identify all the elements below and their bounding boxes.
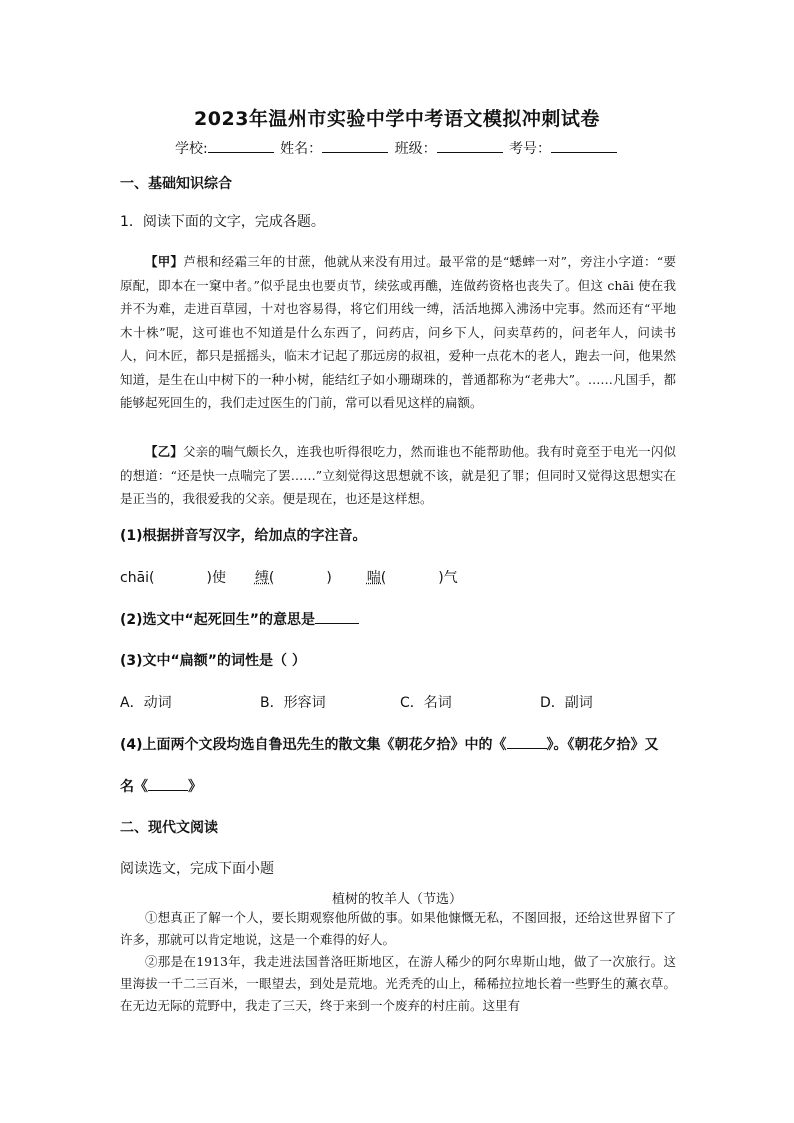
passage-b-text: 父亲的喘气颇长久，连我也听得很吃力，然而谁也不能帮助他。我有时竟至于电光一闪似的想道：“还是快一点喘完了罢……”立刻觉得这思想就不该，就是犯了罪；但同时又觉得这思想实在是正当的，我很爱我的父亲。便是现在，也还是这样想。: [120, 444, 676, 506]
sub-question-4-line1: [120, 734, 659, 754]
option-d[interactable]: D．副词: [540, 695, 593, 711]
section-1-heading: 一、基础知识综合: [120, 176, 232, 192]
number-label: 考号：: [509, 141, 552, 157]
sub-question-1: (1)根据拼音写汉字，给加点的字注音。: [120, 528, 367, 544]
sub-question-3: (3)文中“扁额”的词性是（ ）: [120, 653, 306, 669]
section-2-heading: 二、现代文阅读: [120, 820, 218, 836]
name-blank[interactable]: [322, 138, 388, 153]
class-label: 班级：: [394, 141, 437, 157]
article-paragraph-1: ①想真正了解一个人，要长期观察他所做的事。如果他慷慨无私，不图回报，还给这世界留下了许多，那就可以肯定地说，这是一个难得的好人。: [120, 910, 676, 947]
school-blank[interactable]: [208, 138, 274, 153]
article-paragraph-2: ②那是在1913年，我走进法国普洛旺斯地区，在游人稀少的阿尔卑斯山地，做了一次旅行。这里海拔一千二三百米，一眼望去，到处是荒地。光秃秃的山上，稀稀拉拉地长着一些野生的薰衣草。在无边无际的荒野中，我走了三天，终于来到一个废弃的村庄前。这里有: [120, 954, 676, 1013]
sub-question-4-text-b: 》。《朝花夕拾》又: [546, 737, 659, 753]
sub-question-4-blank-2[interactable]: [148, 777, 188, 791]
sub-question-2: [120, 609, 359, 629]
sub-question-2-blank[interactable]: [315, 610, 359, 624]
sub-question-3-options: [120, 692, 680, 712]
student-info-line: [0, 138, 794, 158]
exam-title: 2023年温州市实验中学中考语文模拟冲刺试卷: [194, 108, 600, 130]
passage-b: [120, 440, 676, 511]
sub-question-1-items: [120, 567, 680, 587]
sub-question-4-text-d: 》: [188, 779, 202, 795]
passage-a-text: 芦根和经霜三年的甘蔗，他就从来没有用过。最平常的是“蟋蟀一对”，旁注小字道：“要原配，即本在一窠中者。”似乎昆虫也要贞节，续弦或再醮，连做药资格也丧失了。但这 chāi 使在我并不为难，走进百草园，十对也容易得，将它们用线一缚，活活地掷入沸汤中完事。然而还有“平地木十株”呢，这可谁也不知道是什么东西了，问药店，问乡下人，问卖草药的，问老年人，问读书人，问木匠，都只是摇摇头，临末才记起了那远房的叔祖，爱种一点花木的老人，跑去一问，他果然知道，是生在山中树下的一种小树，能结红子如小珊瑚珠的，普通都称为“老弗大”。……凡国手，都能够起死回生的，我们走过医生的门前，常可以看见这样的扁额。: [120, 254, 676, 410]
name-label: 姓名：: [280, 141, 323, 157]
sub-question-4-blank-1[interactable]: [507, 735, 547, 749]
passage-b-lead: 【乙】: [145, 444, 183, 459]
item-chuan-end: )气: [438, 570, 458, 586]
item-chuan: 喘(: [366, 570, 387, 586]
item-chai-end: )使: [206, 570, 226, 586]
item-chai: chāi(: [120, 570, 155, 586]
article-title: 植树的牧羊人（节选）: [331, 892, 462, 907]
question-1: 1．阅读下面的文字，完成各题。: [120, 214, 325, 230]
sub-question-4-text-a: (4)上面两个文段均选自鲁迅先生的散文集《朝花夕拾》中的《: [120, 737, 507, 753]
class-blank[interactable]: [437, 138, 503, 153]
reading-intro: 阅读选文，完成下面小题: [120, 861, 274, 877]
option-b[interactable]: B．形容词: [260, 695, 326, 711]
passage-a-lead: 【甲】: [145, 254, 184, 269]
item-fu: 缚(: [254, 570, 275, 586]
number-blank[interactable]: [551, 138, 617, 153]
school-label: 学校:: [174, 141, 208, 157]
sub-question-2-text: (2)选文中“起死回生”的意思是: [120, 612, 315, 628]
sub-question-4-line2: [120, 776, 202, 796]
passage-a: [120, 250, 676, 415]
option-a[interactable]: A．动词: [120, 695, 172, 711]
item-fu-end: ): [326, 570, 332, 586]
sub-question-4-text-c: 名《: [120, 779, 148, 795]
option-c[interactable]: C．名词: [400, 695, 452, 711]
